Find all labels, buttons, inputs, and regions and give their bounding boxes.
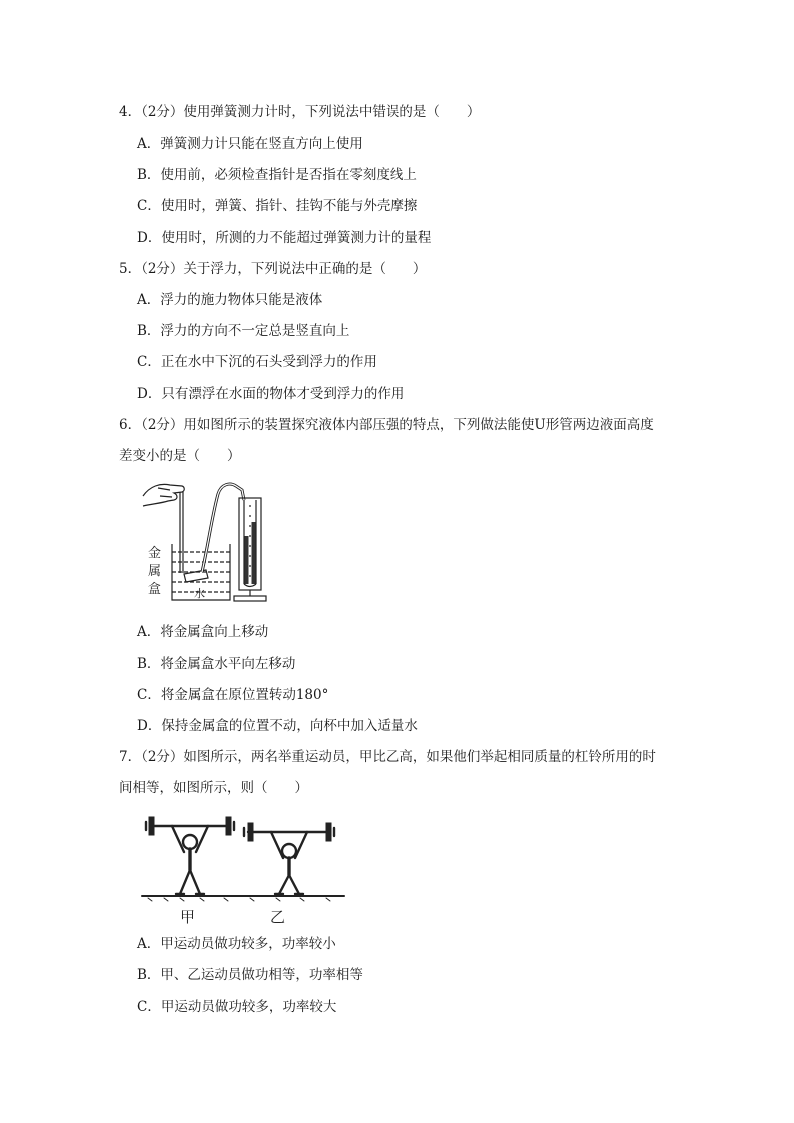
question-4-option-c[interactable]: C．使用时，弹簧、指针、挂钩不能与外壳摩擦 bbox=[137, 198, 418, 214]
question-4-stem: 4．（2分）使用弹簧测力计时，下列说法中错误的是（ ） bbox=[119, 104, 481, 120]
question-7-stem-line-2: 间相等，如图所示，则（ ） bbox=[119, 780, 308, 796]
question-6-option-b[interactable]: B．将金属盒水平向左移动 bbox=[137, 656, 296, 672]
question-6-stem-line-1: 6．（2分）用如图所示的装置探究液体内部压强的特点，下列做法能使U形管两边液面高度 bbox=[119, 417, 654, 433]
question-5-option-d[interactable]: D．只有漂浮在水面的物体才受到浮力的作用 bbox=[137, 386, 405, 402]
question-7-stem-line-1: 7．（2分）如图所示，两名举重运动员，甲比乙高，如果他们举起相同质量的杠铃所用的时 bbox=[119, 749, 656, 765]
question-4-option-b[interactable]: B．使用前，必须检查指针是否指在零刻度线上 bbox=[137, 167, 417, 183]
label-athlete-a: 甲 bbox=[180, 908, 196, 926]
question-6-option-a[interactable]: A．将金属盒向上移动 bbox=[137, 624, 269, 640]
question-6-option-d[interactable]: D．保持金属盒的位置不动，向杯中加入适量水 bbox=[137, 718, 418, 734]
question-5-option-b[interactable]: B．浮力的方向不一定总是竖直向上 bbox=[137, 323, 350, 339]
question-4-option-a[interactable]: A．弹簧测力计只能在竖直方向上使用 bbox=[137, 136, 363, 152]
label-metal-box-char-1: 金 bbox=[148, 546, 162, 561]
question-7-option-b[interactable]: B．甲、乙运动员做功相等，功率相等 bbox=[137, 967, 363, 983]
question-5-option-a[interactable]: A．浮力的施力物体只能是液体 bbox=[137, 292, 323, 308]
question-6-option-c[interactable]: C．将金属盒在原位置转动180° bbox=[137, 687, 329, 703]
question-6-stem-line-2: 差变小的是（ ） bbox=[119, 448, 241, 464]
label-water: 水 bbox=[194, 587, 205, 600]
question-7-option-c[interactable]: C．甲运动员做功较多，功率较大 bbox=[137, 999, 337, 1015]
question-4-option-d[interactable]: D．使用时，所测的力不能超过弹簧测力计的量程 bbox=[137, 230, 432, 246]
label-metal-box-char-3: 盒 bbox=[148, 582, 162, 597]
question-5-stem: 5．（2分）关于浮力，下列说法中正确的是（ ） bbox=[119, 261, 427, 277]
label-athlete-b: 乙 bbox=[270, 908, 286, 926]
weightlifters-figure bbox=[140, 808, 350, 926]
question-7-option-a[interactable]: A．甲运动员做功较多，功率较小 bbox=[137, 936, 336, 952]
question-5-option-c[interactable]: C．正在水中下沉的石头受到浮力的作用 bbox=[137, 354, 377, 370]
label-metal-box-char-2: 属 bbox=[148, 564, 162, 579]
pressure-apparatus-figure bbox=[138, 476, 278, 606]
